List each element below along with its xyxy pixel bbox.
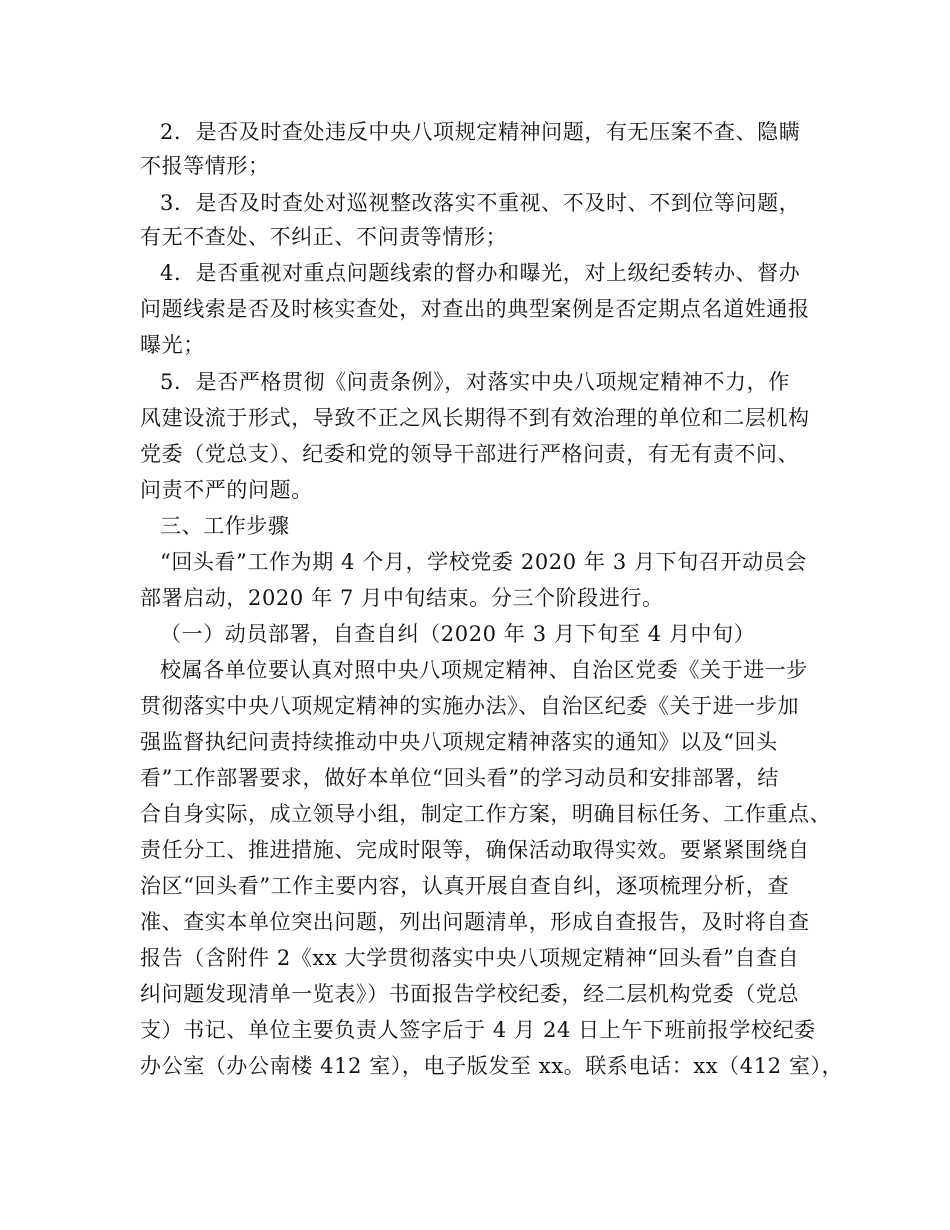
text-line: 治区“回头看”工作主要内容，认真开展自查自纠，逐项梳理分析，查 bbox=[140, 874, 790, 898]
text-line: 合自身实际，成立领导小组，制定工作方案，明确目标任务、工作重点、 bbox=[140, 802, 832, 826]
text-line: 部署启动，2020 年 7 月中旬结束。分三个阶段进行。 bbox=[140, 586, 664, 610]
text-line: 党委（党总支）、纪委和党的领导干部进行严格问责，有无有责不问、 bbox=[140, 442, 800, 466]
text-line: 责任分工、推进措施、完成时限等，确保活动取得实效。要紧紧围绕自 bbox=[140, 838, 810, 862]
text-line: 准、查实本单位突出问题，列出问题清单，形成自查报告，及时将自查 bbox=[140, 910, 810, 934]
section-heading: 三、工作步骤 bbox=[160, 514, 290, 538]
text-line: 有无不查处、不纠正、不问责等情形； bbox=[140, 225, 508, 249]
text-line: 贯彻落实中央八项规定精神的实施办法》、自治区纪委《关于进一步加 bbox=[140, 694, 800, 718]
subsection-heading: （一）动员部署，自查自纠（2020 年 3 月下旬至 4 月中旬） bbox=[160, 622, 756, 646]
text-line: 5．是否严格贯彻《问责条例》，对落实中央八项规定精神不力，作 bbox=[160, 370, 790, 394]
text-line: “回头看”工作为期 4 个月，学校党委 2020 年 3 月下旬召开动员会 bbox=[160, 550, 807, 574]
text-line: 校属各单位要认真对照中央八项规定精神、自治区党委《关于进一步 bbox=[160, 658, 808, 682]
text-line: 看”工作部署要求，做好本单位“回头看”的学习动员和安排部署，结 bbox=[140, 766, 779, 790]
text-line: 强监督执纪问责持续推动中央八项规定精神落实的通知》以及“回头 bbox=[140, 730, 778, 754]
text-line: 不报等情形； bbox=[140, 154, 270, 178]
text-line: 2．是否及时查处违反中央八项规定精神问题，有无压案不查、隐瞒 bbox=[160, 120, 801, 144]
text-line: 风建设流于形式，导致不正之风长期得不到有效治理的单位和二层机构 bbox=[140, 406, 810, 430]
text-line: 问题线索是否及时核实查处，对查出的典型案例是否定期点名道姓通报 bbox=[140, 297, 810, 321]
text-line: 报告（含附件 2《xx 大学贯彻落实中央八项规定精神“回头看”自查自 bbox=[140, 946, 800, 970]
text-line: 曝光； bbox=[140, 333, 205, 357]
text-line: 3．是否及时查处对巡视整改落实不重视、不及时、不到位等问题， bbox=[160, 191, 801, 215]
text-line: 办公室（办公南楼 412 室），电子版发至 xx。联系电话：xx（412 室）， bbox=[140, 1054, 844, 1078]
text-line: 问责不严的问题。 bbox=[140, 478, 313, 502]
text-line: 纠问题发现清单一览表》）书面报告学校纪委，经二层机构党委（党总 bbox=[140, 982, 800, 1006]
text-line: 4．是否重视对重点问题线索的督办和曝光，对上级纪委转办、督办 bbox=[160, 261, 801, 285]
text-line: 支）书记、单位主要负责人签字后于 4 月 24 日上午下班前报学校纪委 bbox=[140, 1018, 816, 1042]
